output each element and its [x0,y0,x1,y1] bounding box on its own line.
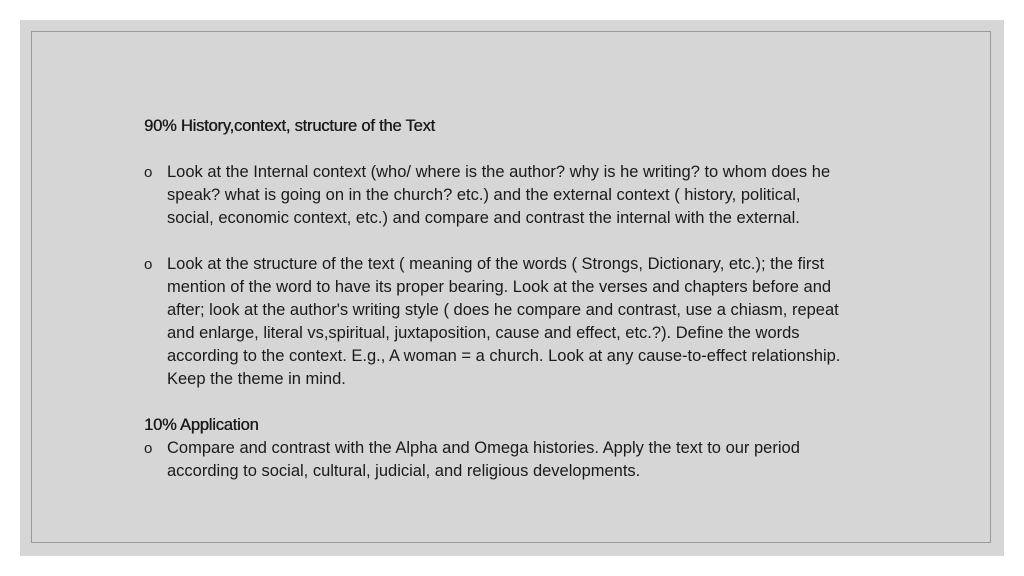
bullet-marker: o [144,256,153,273]
bullet-text: Look at the Internal context (who/ where is the author? why is he writing? to whom does he speak? what is going on in the church? etc.) and the external context ( history, political, social, economic context, etc.) and compare and contrast the internal with the external. [167,163,831,227]
section-heading-history: 90% History,context, structure of the Text [144,117,435,135]
bullet-structure [144,253,844,391]
slide-content [144,115,844,483]
bullet-marker: o [144,164,153,181]
section-heading-application: 10% Application [144,416,259,434]
bullet-text: Look at the structure of the text ( meaning of the words ( Strongs, Dictionary, etc.); the first mention of the word to have its proper bearing. Look at the verses and chapters before and after; look at the author's writing style ( does he compare and contrast, use a chiasm, repeat and enlarge, literal vs,spiritual, juxtaposition, cause and effect, etc.?). Define the words according to the context. E.g., A woman = a church. Look at any cause-to-effect relationship. Keep the theme in mind. [167,255,841,388]
bullet-application [144,437,844,483]
bullet-marker: o [144,440,153,457]
bullet-internal-context [144,161,844,230]
bullet-text: Compare and contrast with the Alpha and Omega histories. Apply the text to our period according to social, cultural, judicial, and religious developments. [167,439,800,480]
